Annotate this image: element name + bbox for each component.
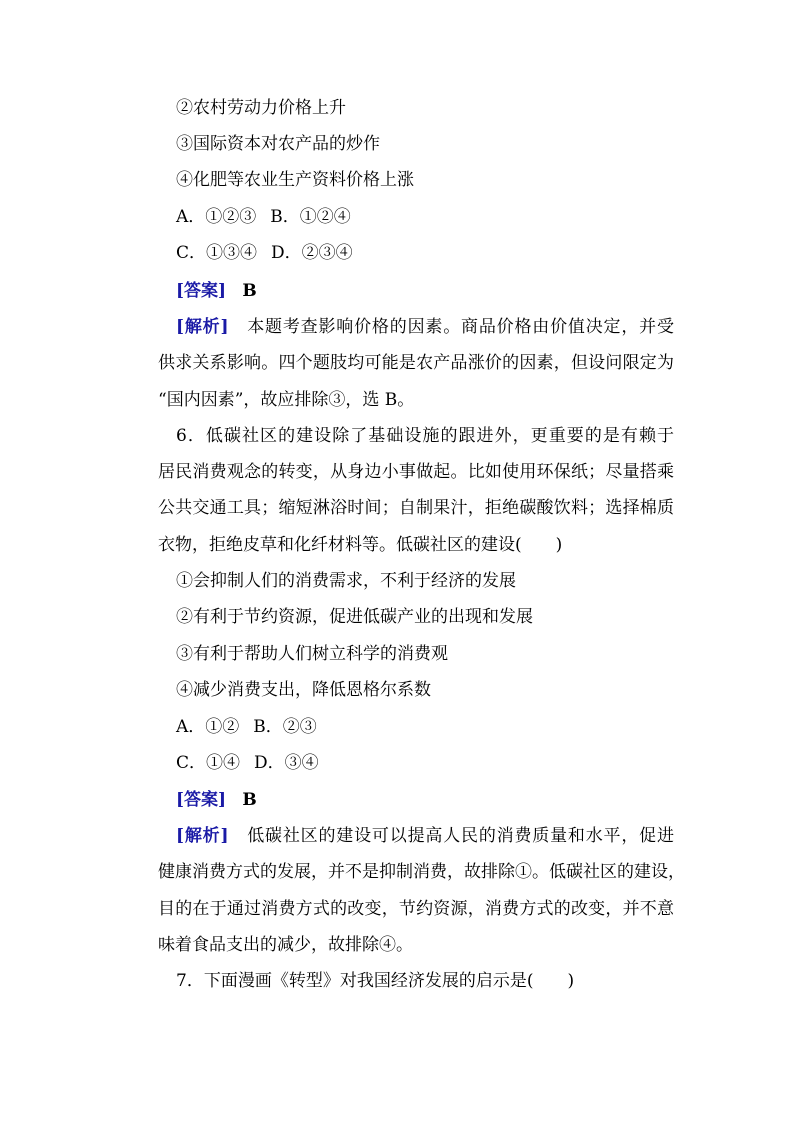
q6-analysis-text-1: 低碳社区的建设可以提高人民的消费质量和水平，促进 — [247, 826, 675, 846]
q5-choice-c: C．①③④ — [176, 243, 258, 263]
q6-answer — [176, 789, 257, 811]
q5-answer — [176, 280, 257, 302]
q6-option-4: ④减少消费支出，降低恩格尔系数 — [176, 680, 431, 700]
q6-choices-cd — [176, 752, 319, 774]
q5-choice-d: D．②③④ — [271, 243, 353, 263]
q6-choice-c: C．①④ — [176, 753, 241, 773]
q6-choices-ab — [176, 716, 317, 738]
q5-analysis-line-2: 供求关系影响。四个题肢均可能是农产品涨价的因素，但设问限定为 — [158, 353, 674, 373]
q5-analysis-line-3: “国内因素”，故应排除③，选 B。 — [158, 390, 415, 410]
q6-choice-b: B．②③ — [253, 717, 317, 737]
q6-stem-line-3: 公共交通工具；缩短淋浴时间；自制果汁，拒绝碳酸饮料；选择棉质 — [158, 498, 674, 518]
q6-option-2: ②有利于节约资源，促进低碳产业的出现和发展 — [176, 607, 533, 627]
q6-stem-line-1: 6．低碳社区的建设除了基础设施的跟进外，更重要的是有赖于 — [176, 426, 674, 446]
q6-answer-value: B — [242, 790, 257, 810]
q6-option-1: ①会抑制人们的消费需求，不利于经济的发展 — [176, 571, 516, 591]
q5-option-2: ②农村劳动力价格上升 — [176, 98, 346, 118]
q6-option-3: ③有利于帮助人们树立科学的消费观 — [176, 644, 448, 664]
q7-stem-line-1: 7．下面漫画《转型》对我国经济发展的启示是( ) — [176, 971, 575, 991]
q5-choices-cd — [176, 242, 353, 264]
q6-answer-tag: [答案] — [176, 790, 227, 810]
q6-analysis-line-4: 味着食品支出的减少，故排除④。 — [158, 935, 413, 955]
q5-answer-tag: [答案] — [176, 281, 227, 301]
q5-choices-ab — [176, 206, 351, 228]
q5-answer-value: B — [242, 281, 257, 301]
q6-stem-line-2: 居民消费观念的转变，从身边小事做起。比如使用环保纸；尽量搭乘 — [158, 462, 674, 482]
q6-stem-line-4: 衣物，拒绝皮草和化纤材料等。低碳社区的建设( ) — [158, 535, 563, 555]
q5-analysis-text-1: 本题考查影响价格的因素。商品价格由价值决定，并受 — [247, 317, 675, 337]
q5-analysis-tag: [解析] — [176, 317, 229, 337]
q6-analysis-line-1 — [176, 825, 674, 847]
q6-analysis-line-2: 健康消费方式的发展，并不是抑制消费，故排除①。低碳社区的建设， — [158, 862, 685, 882]
q5-choice-a: A．①②③ — [176, 207, 257, 227]
q5-option-3: ③国际资本对农产品的炒作 — [176, 134, 380, 154]
q6-choice-a: A．①② — [176, 717, 240, 737]
q5-option-4: ④化肥等农业生产资料价格上涨 — [176, 170, 414, 190]
q6-choice-d: D．③④ — [254, 753, 319, 773]
q6-analysis-line-3: 目的在于通过消费方式的改变，节约资源，消费方式的改变，并不意 — [158, 899, 674, 919]
q5-choice-b: B．①②④ — [270, 207, 351, 227]
q6-analysis-tag: [解析] — [176, 826, 229, 846]
q5-analysis-line-1 — [176, 316, 674, 338]
